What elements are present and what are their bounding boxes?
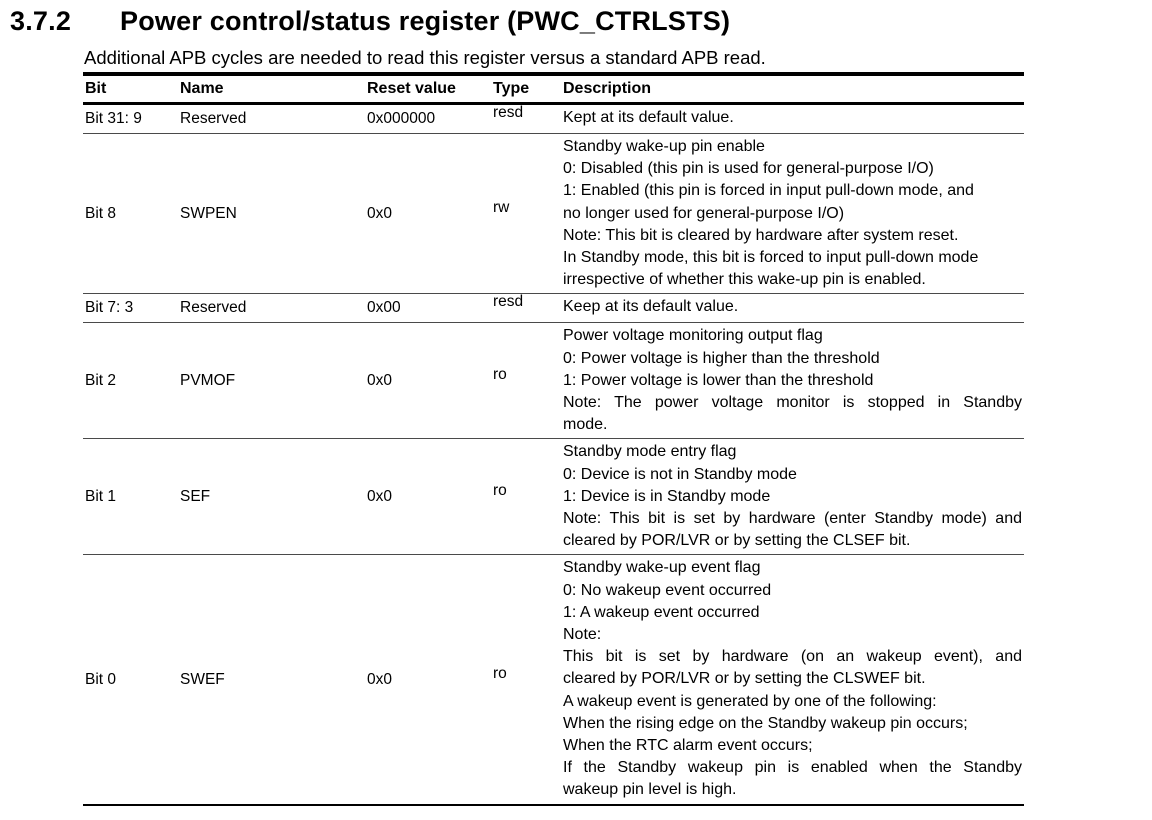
- bit-cell: Bit 7: 3: [85, 299, 134, 317]
- name-cell: Reserved: [180, 110, 247, 127]
- description-line: Note: This bit is cleared by hardware after system reset.: [563, 226, 959, 244]
- column-header-reset-value: Reset value: [367, 80, 456, 97]
- table-row: [83, 323, 1024, 439]
- bit-cell: Bit 8: [85, 204, 117, 222]
- register-table: [83, 72, 1024, 806]
- name-cell: SWPEN: [180, 204, 237, 222]
- name-cell: SWEF: [180, 670, 225, 688]
- name-cell: Reserved: [180, 299, 247, 317]
- description-line: 1: A wakeup event occurred: [563, 603, 760, 621]
- description-cell: [561, 134, 1022, 293]
- description-line: Standby wake-up event flag: [563, 559, 761, 577]
- description-line: 1: Power voltage is lower than the threshold: [563, 371, 874, 389]
- description-cell: [561, 555, 1022, 803]
- description-line: 1: Device is in Standby mode: [563, 487, 771, 505]
- section-number: 3.7.2: [10, 6, 72, 36]
- table-row: [83, 294, 1024, 323]
- description-line: Note: The power voltage monitor is stopped in Standby: [563, 394, 1022, 412]
- bit-cell: Bit 31: 9: [85, 110, 142, 127]
- type-cell-value: resd: [493, 104, 524, 121]
- description-line: no longer used for general-purpose I/O): [563, 204, 845, 222]
- table-header-row: [83, 72, 1024, 105]
- description-cell: [561, 439, 1022, 554]
- column-header-bit: Bit: [85, 80, 107, 97]
- bit-cell: Bit 2: [85, 371, 117, 389]
- type-cell: [491, 323, 561, 438]
- type-cell-value: rw: [493, 198, 510, 216]
- description-line: Standby wake-up pin enable: [563, 138, 765, 155]
- description-line: Note:: [563, 626, 602, 644]
- reset-value-cell: 0x0: [367, 204, 392, 222]
- description-line: mode.: [563, 416, 608, 434]
- description-line: Kept at its default value.: [563, 109, 734, 126]
- description-line: When the RTC alarm event occurs;: [563, 737, 813, 755]
- reset-value-cell: 0x0: [367, 487, 392, 505]
- type-cell-value: ro: [493, 481, 507, 499]
- table-row: [83, 555, 1024, 805]
- reset-value-cell: 0x0: [367, 670, 392, 688]
- reset-value-cell: 0x0: [367, 371, 392, 389]
- description-line: Note: This bit is set by hardware (enter Standby mode) and: [563, 510, 1022, 528]
- description-line: 1: Enabled (this pin is forced in input pull-down mode, and: [563, 182, 974, 200]
- description-line: If the Standby wakeup pin is enabled when the Standby: [563, 759, 1022, 777]
- description-line: 0: No wakeup event occurred: [563, 581, 772, 599]
- description-cell: [561, 323, 1022, 438]
- column-header-type: Type: [493, 80, 530, 97]
- type-cell-value: ro: [493, 365, 507, 383]
- table-row: [83, 134, 1024, 294]
- description-line: irrespective of whether this wake-up pin is enabled.: [563, 271, 926, 289]
- description-line: This bit is set by hardware (on an wakeup event), and: [563, 648, 1022, 666]
- table-row: [83, 439, 1024, 555]
- name-cell: SEF: [180, 487, 211, 505]
- column-header-name: Name: [180, 80, 224, 97]
- type-cell-value: resd: [493, 293, 524, 311]
- intro-paragraph: Additional APB cycles are needed to read this register versus a standard APB read.: [84, 47, 766, 68]
- description-line: Power voltage monitoring output flag: [563, 327, 823, 345]
- description-line: 0: Power voltage is higher than the threshold: [563, 349, 880, 367]
- description-line: In Standby mode, this bit is forced to input pull-down mode: [563, 249, 979, 267]
- description-line: Standby mode entry flag: [563, 443, 737, 461]
- bit-cell: Bit 0: [85, 670, 117, 688]
- column-header-description: Description: [563, 80, 652, 97]
- section-heading: [10, 6, 1152, 36]
- description-line: wakeup pin level is high.: [563, 781, 737, 799]
- document-page: [0, 6, 1152, 820]
- page-title: Power control/status register (PWC_CTRLSTS): [120, 6, 731, 36]
- type-cell: [491, 294, 561, 322]
- type-cell: [491, 439, 561, 554]
- type-cell: [491, 105, 561, 133]
- description-line: cleared by POR/LVR or by setting the CLSWEF bit.: [563, 670, 926, 688]
- type-cell: [491, 555, 561, 803]
- description-cell: [561, 294, 1022, 322]
- description-cell: [561, 105, 1022, 133]
- type-cell-value: ro: [493, 664, 507, 682]
- name-cell: PVMOF: [180, 371, 236, 389]
- bit-cell: Bit 1: [85, 487, 117, 505]
- table-body: [83, 105, 1024, 806]
- description-line: Keep at its default value.: [563, 298, 739, 316]
- table-row: [83, 105, 1024, 134]
- type-cell: [491, 134, 561, 293]
- reset-value-cell: 0x00: [367, 299, 401, 317]
- description-line: cleared by POR/LVR or by setting the CLSEF bit.: [563, 532, 911, 550]
- description-line: A wakeup event is generated by one of the following:: [563, 692, 937, 710]
- reset-value-cell: 0x000000: [367, 110, 436, 127]
- description-line: 0: Disabled (this pin is used for general-purpose I/O): [563, 160, 934, 178]
- description-line: When the rising edge on the Standby wakeup pin occurs;: [563, 714, 968, 732]
- description-line: 0: Device is not in Standby mode: [563, 465, 797, 483]
